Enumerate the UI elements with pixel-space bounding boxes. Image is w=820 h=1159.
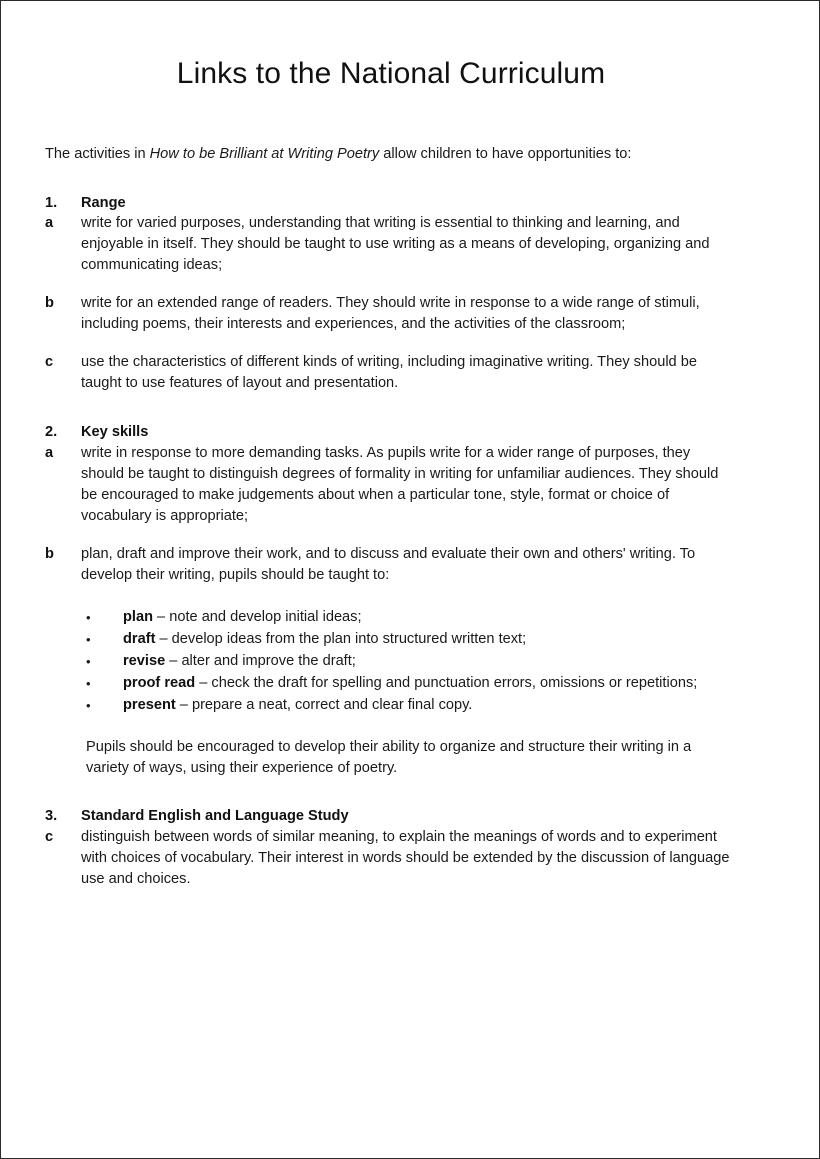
list-item-description: check the draft for spelling and punctuation errors, omissions or repetitions; xyxy=(211,675,698,692)
book-title: How to be Brilliant at Writing Poetry xyxy=(149,146,380,162)
section-number: 1. xyxy=(45,194,58,211)
list-item-text xyxy=(123,651,723,672)
list-item-dash: – xyxy=(175,697,192,714)
section-heading-3 xyxy=(45,806,737,827)
clause-marker: a xyxy=(45,215,54,232)
bullet-icon: • xyxy=(86,676,91,692)
list-item-text xyxy=(123,673,723,694)
bullet-icon: • xyxy=(86,610,91,626)
section-title: Standard English and Language Study xyxy=(81,808,349,825)
clause-marker: b xyxy=(45,546,54,563)
list-item-dash: – xyxy=(165,653,182,670)
bullet-icon: • xyxy=(86,698,91,714)
clause-text: write for an extended range of readers. They should write in response to a wide range of stimuli, including poems, their interests and experiences, and the activities of the classroom; xyxy=(81,295,700,333)
intro-text-after: allow children to have opportunities to: xyxy=(379,146,632,162)
section-heading-1 xyxy=(45,193,737,214)
clause-1b xyxy=(45,293,737,335)
list-item-description: alter and improve the draft; xyxy=(181,653,356,670)
list-item xyxy=(86,673,737,694)
list-item xyxy=(86,651,737,672)
clause-marker: c xyxy=(45,354,54,371)
clause-marker: c xyxy=(45,829,54,846)
section-2-closing-paragraph: Pupils should be encouraged to develop their ability to organize and structure their writing in a variety of ways, using their experience of poetry. xyxy=(86,739,692,777)
clause-text: write in response to more demanding tasks. As pupils write for a wider range of purposes, they should be taught to distinguish degrees of formality in writing for unfamiliar audiences. They should be encouraged to make judgements about when a particular tone, style, format or choice of vocabulary is appropriate; xyxy=(81,445,719,525)
clause-1c xyxy=(45,352,737,394)
section-title: Key skills xyxy=(81,424,149,441)
list-item-text xyxy=(123,607,723,628)
bullet-icon: • xyxy=(86,654,91,670)
list-item-term: proof read xyxy=(123,675,196,692)
clause-3c xyxy=(45,827,737,890)
page-title: Links to the National Curriculum xyxy=(176,57,606,90)
page-content xyxy=(45,1,737,890)
list-item-term: plan xyxy=(123,609,153,626)
list-item xyxy=(86,629,737,650)
list-item-dash: – xyxy=(195,675,212,692)
clause-marker: a xyxy=(45,445,54,462)
section-heading-2 xyxy=(45,422,737,443)
writing-process-list xyxy=(45,586,737,716)
clause-2a xyxy=(45,443,737,527)
clause-1a xyxy=(45,213,737,276)
list-item xyxy=(86,695,737,716)
list-item-term: draft xyxy=(123,631,156,648)
intro-paragraph xyxy=(45,92,737,165)
list-item-description: develop ideas from the plan into structured written text; xyxy=(171,631,527,648)
clause-text: distinguish between words of similar meaning, to explain the meanings of words and to experiment with choices of vocabulary. Their interest in words should be extended by the discussion of language use and choices. xyxy=(81,829,730,888)
bullet-icon: • xyxy=(86,632,91,648)
list-item-dash: – xyxy=(155,631,172,648)
list-item-term: present xyxy=(123,697,176,714)
intro-text-before: The activities in xyxy=(45,146,150,162)
list-item-text xyxy=(123,695,723,716)
clause-text: write for varied purposes, understanding that writing is essential to thinking and learning, and enjoyable in itself. They should be taught to use writing as a means of developing, organizing and communicating ideas; xyxy=(81,215,710,274)
list-item-description: note and develop initial ideas; xyxy=(169,609,362,626)
list-item-dash: – xyxy=(153,609,170,626)
section-title: Range xyxy=(81,194,126,211)
list-item-description: prepare a neat, correct and clear final copy. xyxy=(191,697,473,714)
list-item-term: revise xyxy=(123,653,166,670)
list-item-text xyxy=(123,629,723,650)
clause-text: plan, draft and improve their work, and to discuss and evaluate their own and others' writing. To develop their writing, pupils should be taught to: xyxy=(81,546,696,584)
list-item xyxy=(86,607,737,628)
clause-marker: b xyxy=(45,295,54,312)
clause-2b xyxy=(45,544,737,586)
section-number: 3. xyxy=(45,808,58,825)
clause-text: use the characteristics of different kinds of writing, including imaginative writing. They should be taught to use features of layout and presentation. xyxy=(81,354,697,392)
section-number: 2. xyxy=(45,424,58,441)
